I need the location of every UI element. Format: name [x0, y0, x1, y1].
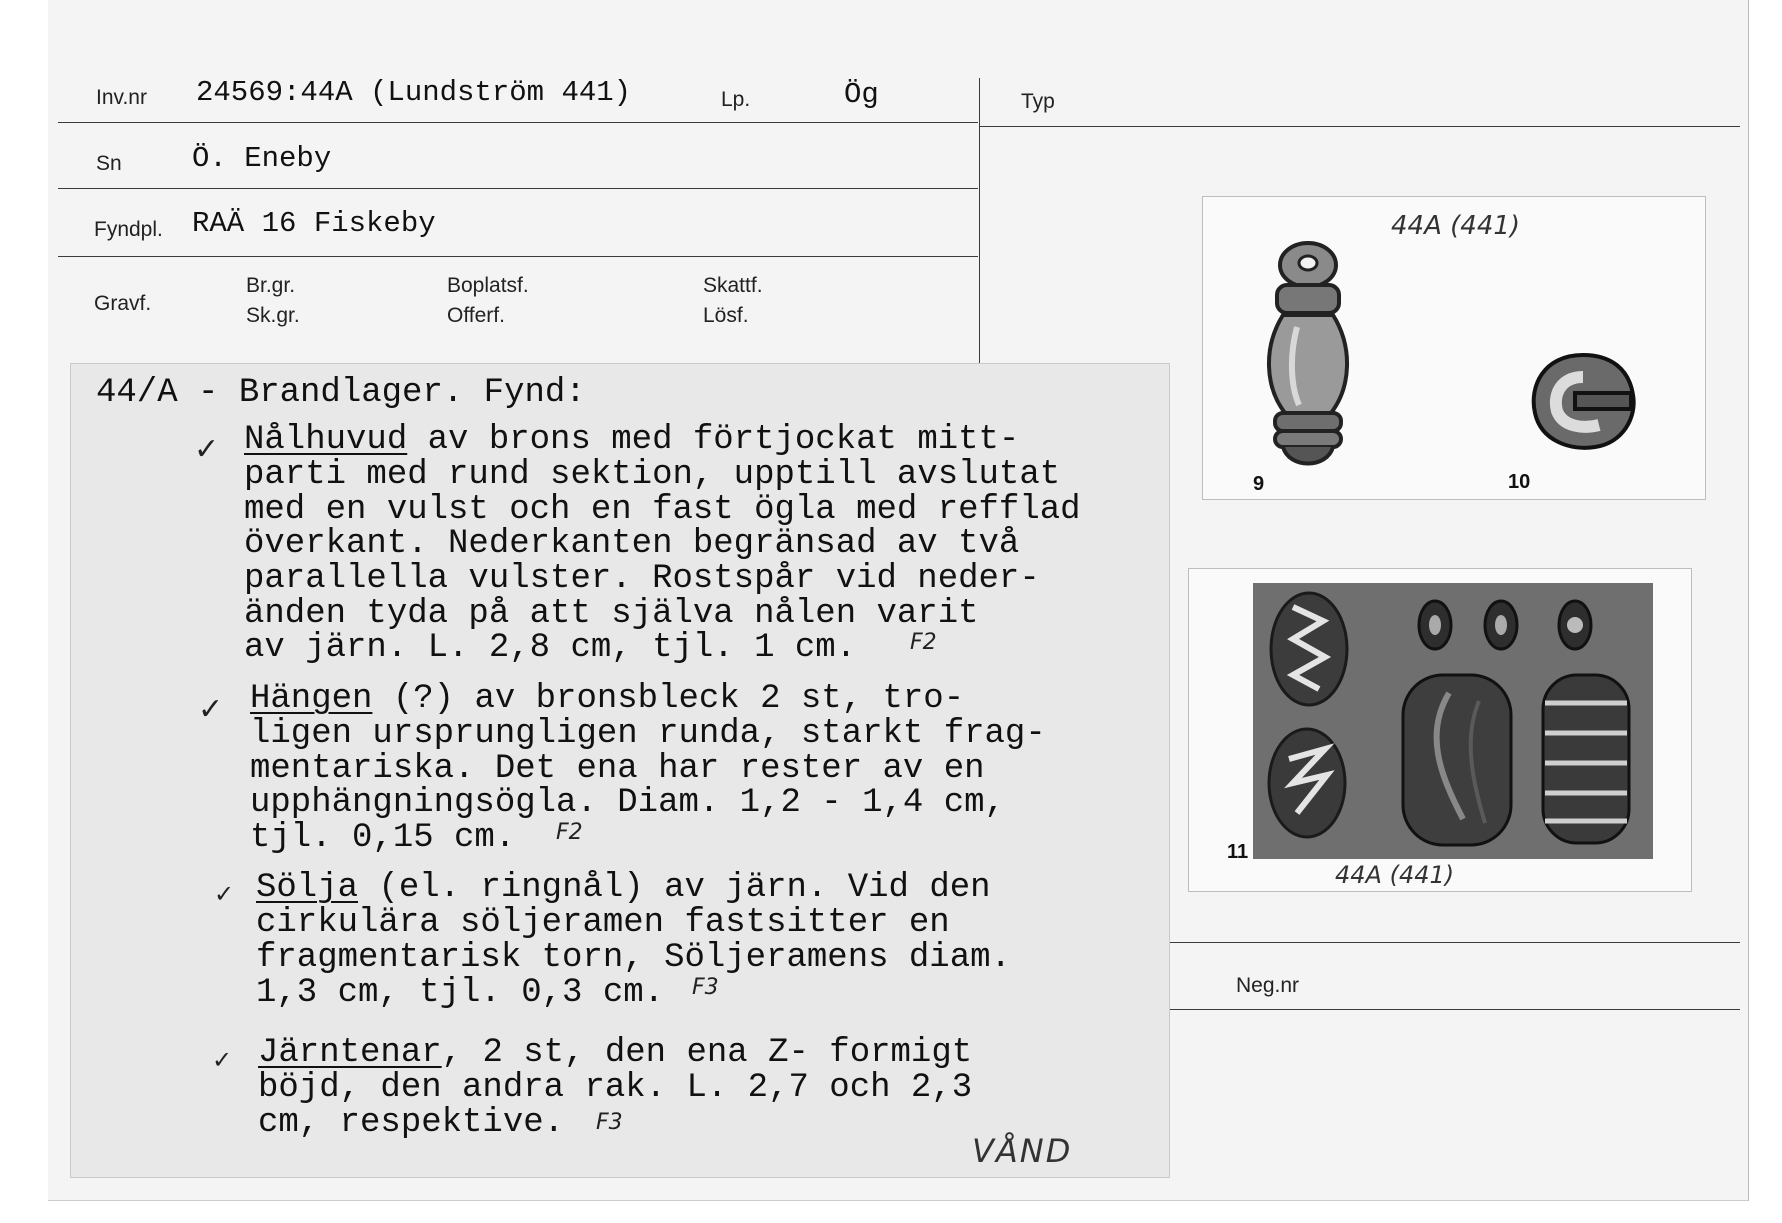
note-item	[258, 1036, 972, 1071]
losf-label: Lösf.	[703, 304, 749, 327]
note-item	[250, 682, 964, 717]
photo-pin-and-pendant	[1202, 196, 1706, 500]
figure-number: 9	[1253, 473, 1265, 495]
negnr-label: Neg.nr	[1236, 974, 1300, 997]
vand-mark: VÅND	[972, 1132, 1073, 1170]
item-term: Nålhuvud	[244, 421, 408, 459]
fyndpl-value: RAÄ 16 Fiskeby	[192, 207, 436, 240]
row-divider	[58, 256, 978, 257]
item-line: cirkulära söljeramen fastsitter en	[256, 904, 950, 942]
item-line: med en vulst och en fast ögla med refflad	[244, 491, 1081, 529]
pin-head-figure	[1253, 237, 1363, 477]
item-line: parallella vulster. Rostspår vid neder-	[244, 560, 1040, 598]
inv-label: Inv.nr	[96, 86, 147, 109]
item-line: mentariska. Det ena har rester av en	[250, 750, 985, 788]
item-line: , 2 st, den ena Z- formigt	[441, 1034, 973, 1072]
note-item	[256, 871, 991, 906]
sn-value: Ö. Eneby	[192, 142, 332, 175]
skgr-label: Sk.gr.	[246, 304, 300, 327]
item-line: böjd, den andra rak. L. 2,7 och 2,3	[258, 1069, 973, 1107]
row-divider	[1168, 1009, 1740, 1010]
item-line: (el. ringnål) av järn. Vid den	[358, 869, 991, 907]
figure-number: 11	[1227, 841, 1249, 863]
brgr-label: Br.gr.	[246, 274, 296, 297]
item-line: (?) av bronsbleck 2 st, tro-	[372, 680, 965, 718]
check-mark: ✓	[194, 432, 220, 467]
lp-label: Lp.	[721, 88, 751, 111]
row-divider	[58, 122, 978, 123]
check-mark: ✓	[212, 1046, 233, 1074]
check-mark: ✓	[214, 880, 235, 908]
item-term: Hängen	[250, 680, 373, 718]
item-term: Sölja	[256, 869, 359, 907]
item-line: av järn. L. 2,8 cm, tjl. 1 cm.	[244, 629, 857, 667]
note-item	[244, 423, 1019, 458]
item-line: 1,3 cm, tjl. 0,3 cm.	[256, 974, 665, 1012]
item-line: överkant. Nederkanten begränsad av två	[244, 525, 1020, 563]
check-mark: ✓	[198, 692, 224, 727]
item-line: fragmentarisk torn, Söljeramens diam.	[256, 939, 1011, 977]
sn-label: Sn	[96, 152, 122, 175]
photo-caption: 44A (441)	[1391, 211, 1521, 241]
item-line: ligen ursprungligen runda, starkt frag-	[250, 715, 1046, 753]
fyndpl-label: Fyndpl.	[94, 218, 163, 241]
item-term: Järntenar	[258, 1034, 442, 1072]
photo-beads	[1188, 568, 1692, 892]
ref-mark: F2	[910, 630, 937, 655]
ref-mark: F2	[556, 820, 583, 845]
ref-mark: F3	[692, 975, 719, 1000]
offerf-label: Offerf.	[447, 304, 505, 327]
gravf-label: Gravf.	[94, 292, 152, 315]
item-line: upphängningsögla. Diam. 1,2 - 1,4 cm,	[250, 784, 1005, 822]
boplatsf-label: Boplatsf.	[447, 274, 529, 297]
photo-caption: 44A (441)	[1335, 861, 1455, 889]
column-divider	[979, 78, 980, 368]
item-line: cm, respektive.	[258, 1104, 565, 1142]
item-line: av brons med förtjockat mitt-	[407, 421, 1020, 459]
row-divider	[1168, 942, 1740, 943]
figure-number: 10	[1508, 471, 1531, 493]
item-line: tjl. 0,15 cm.	[250, 819, 516, 857]
row-divider	[58, 188, 978, 189]
skattf-label: Skattf.	[703, 274, 763, 297]
inv-value: 24569:44A (Lundström 441)	[196, 76, 632, 109]
typ-label: Typ	[1021, 90, 1055, 113]
item-line: änden tyda på att själva nålen varit	[244, 595, 979, 633]
item-line: parti med rund sektion, upptill avslutat	[244, 456, 1061, 494]
note-heading: 44/A - Brandlager. Fynd:	[96, 374, 586, 412]
row-divider	[980, 126, 1740, 127]
pendant-figure	[1523, 347, 1643, 457]
beads-figure	[1253, 583, 1653, 859]
lp-value: Ög	[844, 78, 879, 111]
ref-mark: F3	[596, 1110, 623, 1135]
